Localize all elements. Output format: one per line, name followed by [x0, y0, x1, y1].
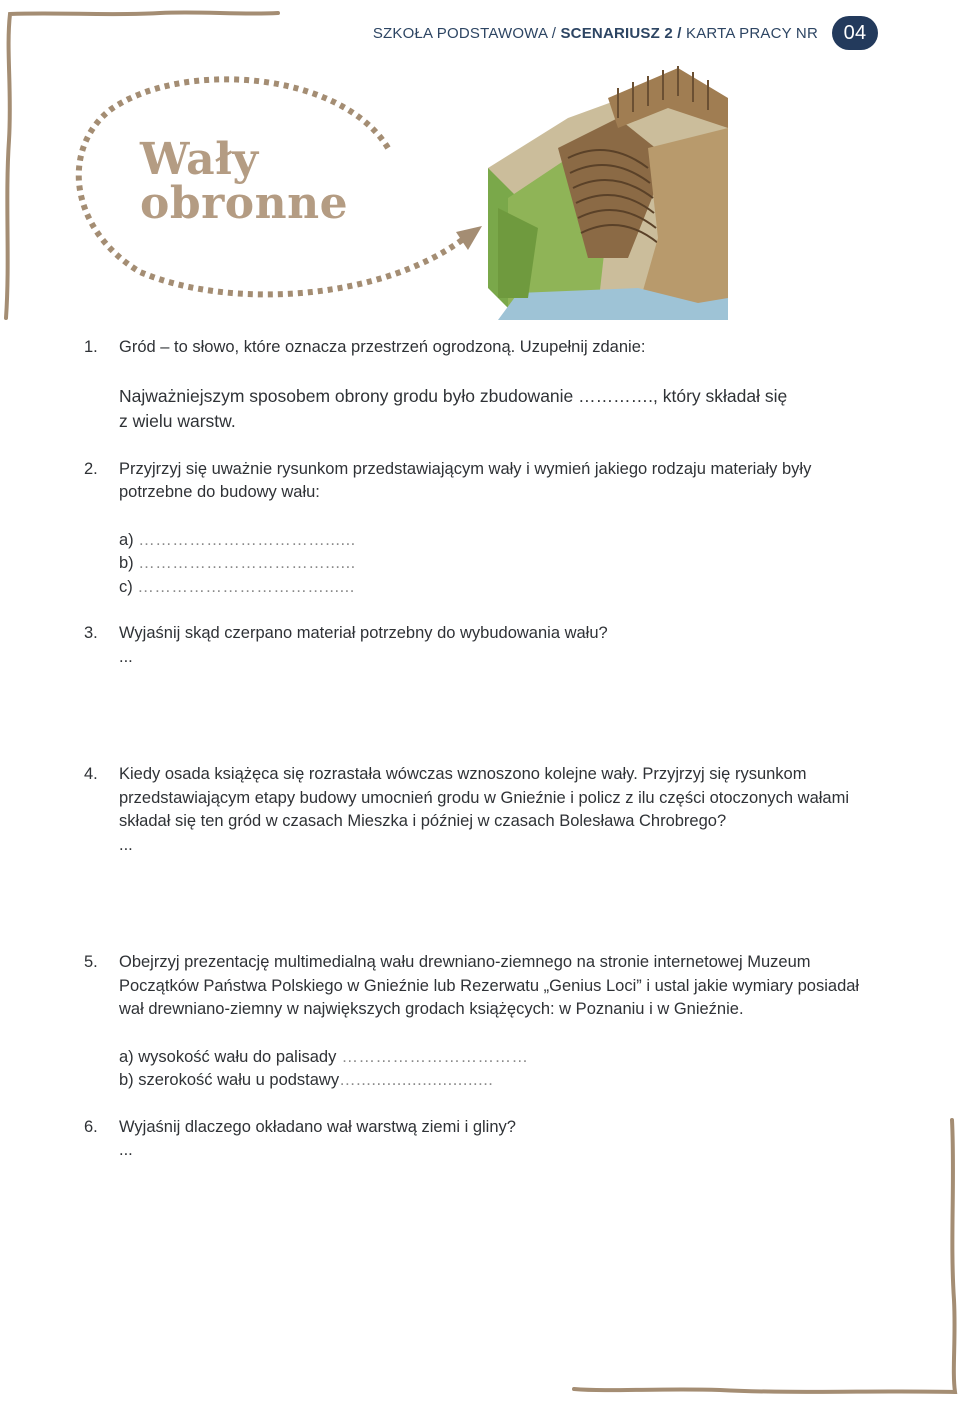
title-line-2: obronne: [140, 178, 349, 229]
header-scenario: SCENARIUSZ 2 /: [560, 24, 682, 42]
q1-sentence-line-2: z wielu warstw.: [119, 410, 236, 431]
answer-label: a): [119, 530, 134, 549]
question-text: Kiedy osada książęca się rozrastała wówczas wznoszono kolejne wały. Przyjrzyj się rysunkom przedstawiającym etapy budowy umocnień grodu w Gnieźnie i policz z ilu części otoczonych wałami składał się ten gród w czasach Mieszka i później w czasach Bolesława Chrobrego?: [119, 765, 850, 830]
question-5: [84, 951, 884, 1022]
q1-sentence-line-1: Najważniejszym sposobem obrony grodu było zbudowanie …………., który składał się: [119, 385, 788, 406]
question-2: [84, 458, 884, 505]
title-line-1: Wały: [140, 134, 259, 185]
question-number: 3.: [84, 624, 98, 642]
question-text: Wyjaśnij dlaczego okładano wał warstwą ziemi i gliny?: [119, 1117, 516, 1136]
q2-answer-a: [119, 529, 884, 553]
q2-answer-b: [119, 552, 884, 576]
question-4: [84, 763, 884, 857]
rampart-illustration: [478, 58, 738, 326]
answer-placeholder: ...: [119, 1141, 133, 1159]
header-card-label: KARTA PRACY NR: [681, 24, 818, 42]
q2-answer-c: [119, 576, 884, 600]
answer-blank: ……………………………......: [138, 530, 356, 549]
header-text: [373, 25, 818, 42]
answer-label: a) wysokość wału do palisady: [119, 1047, 337, 1066]
question-number: 5.: [84, 953, 98, 971]
answer-blank: ……………………………: [336, 1047, 529, 1066]
q5-answer-a: [119, 1046, 884, 1070]
answer-placeholder: ...: [119, 647, 133, 666]
question-text: Wyjaśnij skąd czerpano materiał potrzebny do wybudowania wału?: [119, 624, 608, 642]
answer-placeholder: ...: [119, 835, 133, 854]
answer-blank: ……………………………......: [138, 554, 356, 572]
q5-answers: [84, 1046, 884, 1093]
question-number: 6.: [84, 1117, 98, 1136]
page-title: [140, 134, 400, 229]
question-text: Obejrzyj prezentację multimedialną wału drewniano-ziemnego na stronie internetowej Muzeum Początków Państwa Polskiego w Gnieźnie lub Rezerwatu „Genius Loci” i ustal jakie wymiary posiadał wał drewniano-ziemny w największych grodach książęcych: w Poznaniu i w Gnieźnie.: [119, 953, 860, 1018]
card-number-badge: 04: [832, 16, 878, 50]
worksheet-content: [84, 336, 884, 1163]
q2-answers: [84, 529, 884, 600]
answer-label: b) szerokość wału u podstawy: [119, 1071, 340, 1089]
question-number: 1.: [84, 338, 98, 356]
header: [373, 16, 878, 50]
answer-blank: …...........................: [339, 1071, 494, 1089]
question-text: Gród – to słowo, które oznacza przestrzeń ogrodzoną. Uzupełnij zdanie:: [119, 338, 646, 356]
answer-label: c): [119, 577, 133, 596]
answer-blank: ……………………………......: [137, 577, 355, 596]
question-6: [84, 1116, 884, 1163]
question-number: 2.: [84, 459, 98, 478]
question-number: 4.: [84, 765, 98, 783]
answer-label: b): [119, 554, 134, 572]
question-text: Przyjrzyj się uważnie rysunkom przedstawiającym wały i wymień jakiego rodzaju materiały były potrzebne do budowy wału:: [119, 459, 812, 501]
question-1: [84, 336, 884, 360]
header-school: SZKOŁA PODSTAWOWA /: [372, 24, 561, 42]
question-3: [84, 622, 884, 669]
q5-answer-b: [119, 1069, 884, 1093]
q1-sentence: [84, 384, 884, 434]
